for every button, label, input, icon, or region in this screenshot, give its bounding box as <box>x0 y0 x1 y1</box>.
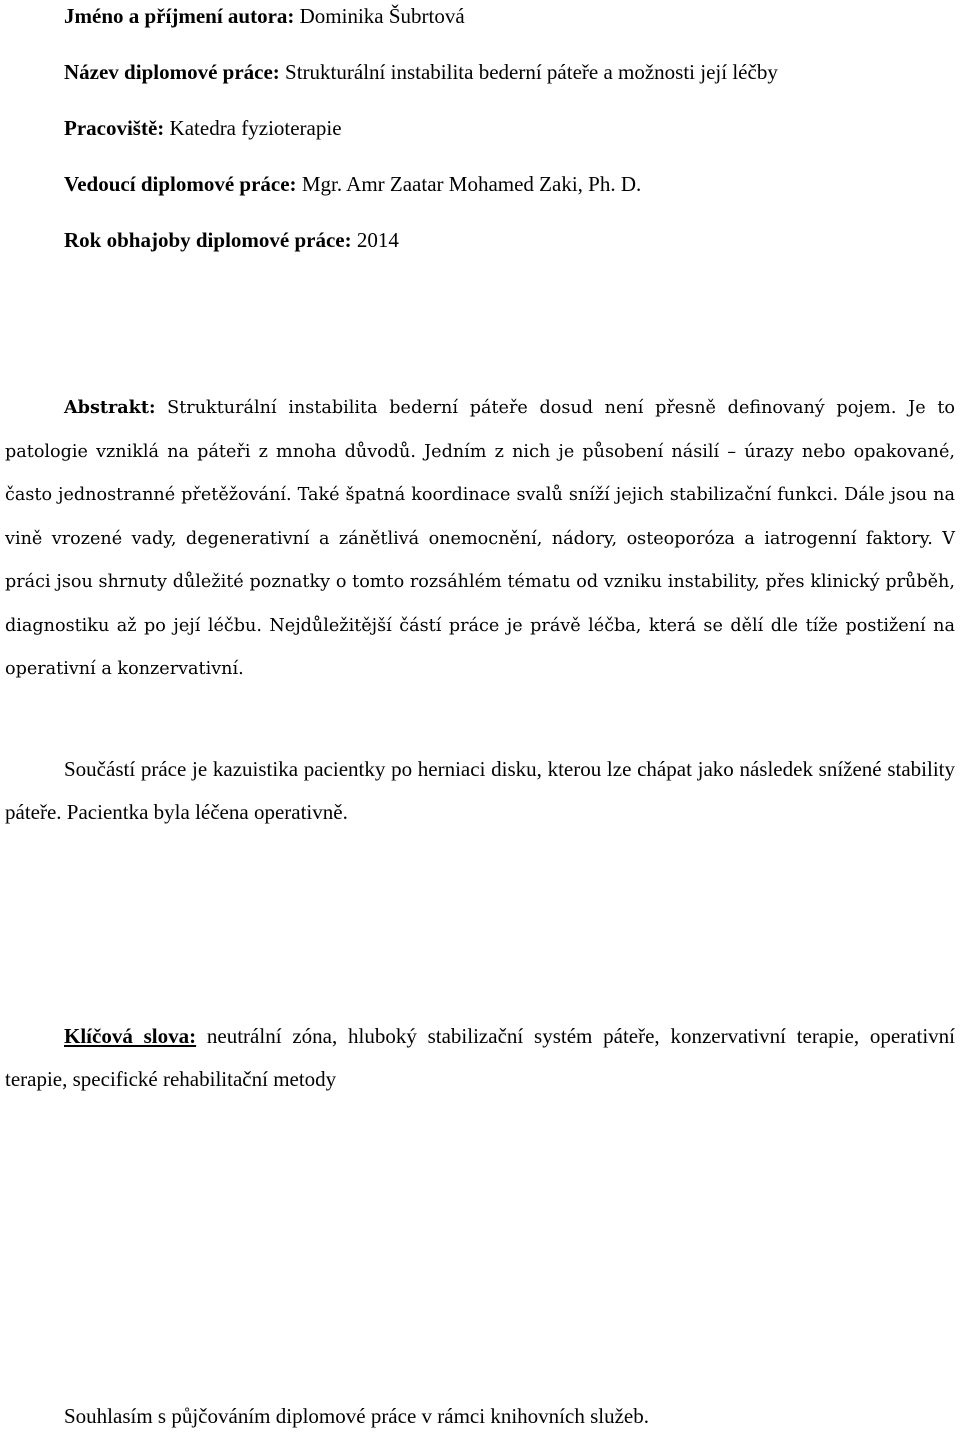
abstract-paragraph <box>5 386 955 692</box>
keywords-paragraph <box>5 1015 955 1101</box>
case-study-paragraph: Součástí práce je kazuistika pacientky po herniaci disku, kterou lze chápat jako následek snížené stability páteře. Pacientka byla léčena operativně. <box>5 757 955 824</box>
workplace-value: Katedra fyzioterapie <box>164 116 342 140</box>
defense-year-label: Rok obhajoby diplomové práce: <box>64 228 352 252</box>
abstract-label: Abstrakt: <box>64 397 156 418</box>
thesis-title-label: Název diplomové práce: <box>64 60 280 84</box>
defense-year-line <box>64 227 399 253</box>
keywords-label: Klíčová slova: <box>64 1024 197 1048</box>
supervisor-line <box>64 171 641 197</box>
supervisor-label: Vedoucí diplomové práce: <box>64 172 297 196</box>
workplace-label: Pracoviště: <box>64 116 165 140</box>
supervisor-value: Mgr. Amr Zaatar Mohamed Zaki, Ph. D. <box>296 172 642 196</box>
consent-statement: Souhlasím s půjčováním diplomové práce v rámci knihovních služeb. <box>64 1404 649 1428</box>
author-value: Dominika Šubrtová <box>294 4 465 28</box>
keywords-section <box>5 1015 955 1101</box>
author-label: Jméno a příjmení autora: <box>64 4 295 28</box>
thesis-title-line <box>64 59 778 85</box>
keywords-text: neutrální zóna, hluboký stabilizační systém páteře, konzervativní terapie, operativní terapie, specifické rehabilitační metody <box>5 1024 955 1091</box>
abstract-text: Strukturální instabilita bederní páteře dosud není přesně definovaný pojem. Je to patologie vzniklá na páteři z mnoha důvodů. Jedním z nich je působení násilí – úrazy nebo opakované, často jednostranné přetěžování. Také špatná koordinace svalů sníží jejich stabilizační funkci. Dále jsou na vině vrozené vady, degenerativní a zánětlivá onemocnění, nádory, osteoporóza a iatrogenní faktory. V práci jsou shrnuty důležité poznatky o tomto rozsáhlém tématu od vzniku instability, přes klinický průběh, diagnostiku až po její léčbu. Nejdůležitější částí práce je právě léčba, která se dělí dle tíže postižení na operativní a konzervativní. <box>5 398 955 679</box>
author-line <box>64 3 465 29</box>
thesis-title-value: Strukturální instabilita bederní páteře a možnosti její léčby <box>279 60 778 84</box>
defense-year-value: 2014 <box>351 228 399 252</box>
abstract-section <box>5 386 955 692</box>
case-study-section <box>5 748 955 834</box>
workplace-line <box>64 115 342 141</box>
